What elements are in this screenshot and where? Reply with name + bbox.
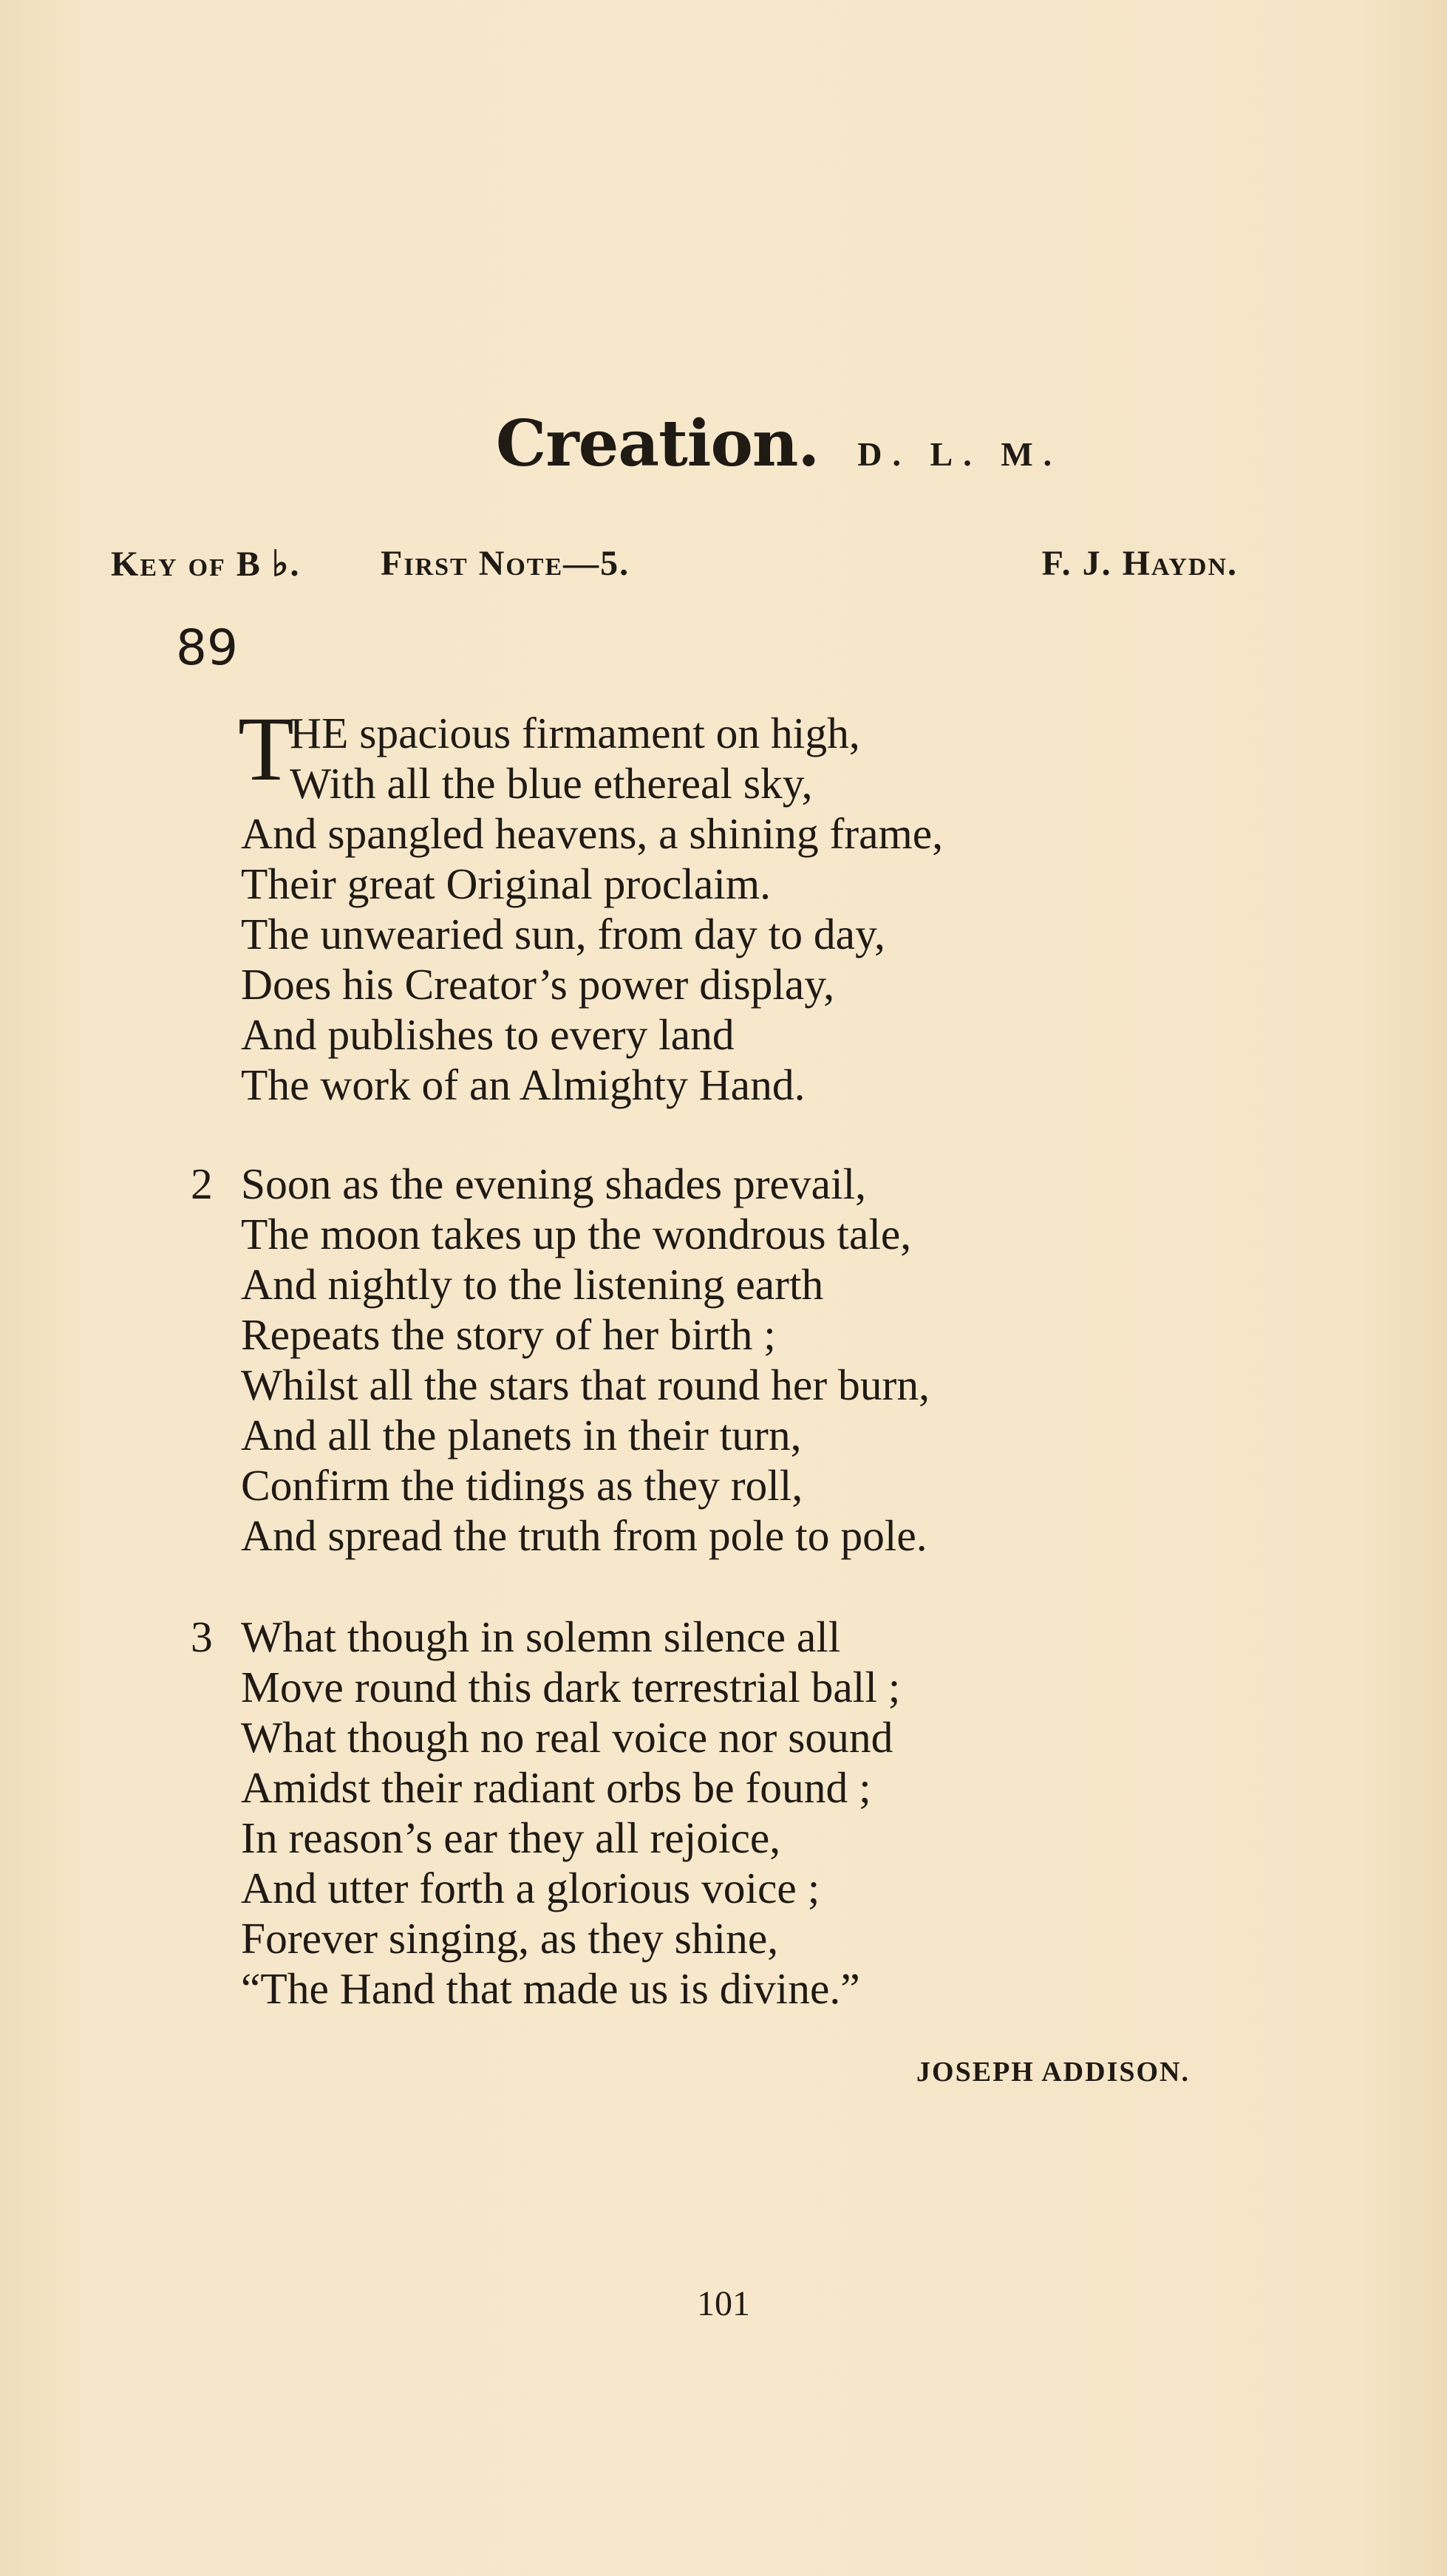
- hymn-composer: F. J. Haydn.: [1041, 544, 1238, 583]
- stanza-line: Forever singing, as they shine,: [241, 1914, 779, 1963]
- hymn-key: Key of B ♭.: [111, 545, 301, 584]
- stanza-line: What though no real voice nor sound: [241, 1713, 893, 1762]
- stanza-line: The moon takes up the wondrous tale,: [241, 1210, 912, 1258]
- hymn-first-note: First Note—5.: [381, 544, 630, 583]
- stanza-line: And all the planets in their turn,: [241, 1411, 802, 1459]
- page-number: 101: [697, 2284, 750, 2323]
- stanza-line: And spangled heavens, a shining frame,: [241, 809, 944, 858]
- author-credit: JOSEPH ADDISON.: [916, 2057, 1190, 2088]
- hymn-meter: D. L. M.: [857, 435, 1063, 473]
- stanza-line: And utter forth a glorious voice ;: [241, 1864, 820, 1912]
- stanza-line: Does his Creator’s power display,: [241, 960, 835, 1009]
- hymn-title-row: [0, 406, 1447, 481]
- stanza-line: Confirm the tidings as they roll,: [241, 1461, 803, 1510]
- stanza-line: Whilst all the stars that round her burn,: [241, 1360, 930, 1409]
- stanza-1: [191, 698, 944, 1110]
- stanza-3: [191, 1612, 900, 2014]
- stanza-line: With all the blue ethereal sky,: [290, 759, 813, 808]
- stanza-line: And publishes to every land: [241, 1010, 735, 1059]
- stanza-2: [191, 1159, 930, 1561]
- stanza-line: The unwearied sun, from day to day,: [241, 910, 885, 958]
- stanza-number: 2: [191, 1159, 213, 1208]
- stanza-line: The work of an Almighty Hand.: [241, 1060, 806, 1109]
- stanza-line: Amidst their radiant orbs be found ;: [241, 1763, 871, 1812]
- stanza-line: In reason’s ear they all rejoice,: [241, 1813, 781, 1862]
- stanza-number: 3: [191, 1612, 213, 1661]
- stanza-line: What though in solemn silence all: [241, 1612, 841, 1661]
- stanza-line: Soon as the evening shades prevail,: [241, 1159, 867, 1208]
- stanza-line: And nightly to the listening earth: [241, 1260, 824, 1309]
- hymn-subtitle-row: [111, 543, 1238, 595]
- stanza-line: “The Hand that made us is divine.”: [241, 1964, 860, 2013]
- stanza-line: Repeats the story of her birth ;: [241, 1310, 776, 1359]
- stanza-line: HE spacious firmament on high,: [290, 709, 860, 757]
- hymn-title: Creation.: [495, 406, 820, 481]
- stanza-line: And spread the truth from pole to pole.: [241, 1511, 927, 1560]
- stanza-line: Move round this dark terrestrial ball ;: [241, 1663, 901, 1711]
- stanza-line: Their great Original proclaim.: [241, 859, 772, 908]
- hymn-number: 89: [176, 619, 238, 676]
- drop-cap: T: [238, 698, 294, 800]
